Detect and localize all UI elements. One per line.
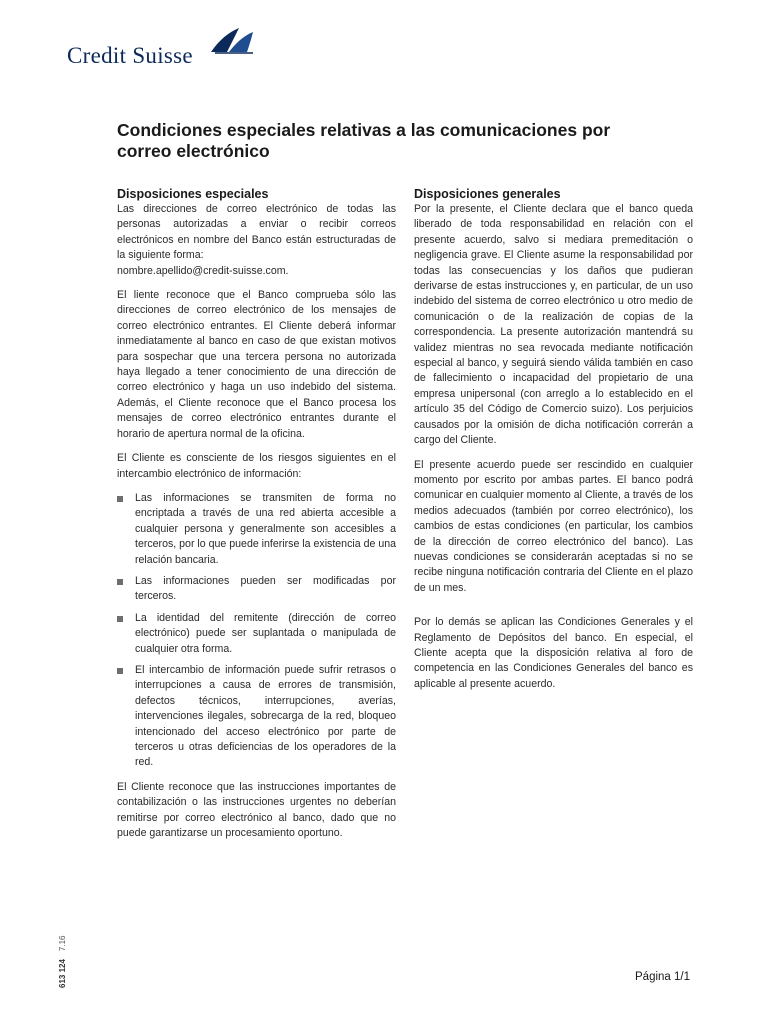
bullet-square-icon [117,616,123,622]
list-item: Las informaciones se transmiten de forma no encriptada a través de una red abierta accesible a cualquier persona y generalmente son accesibles a terceros, por lo que puede inferirse la existencia de una relación bancaria. [117,491,396,568]
bullet-square-icon [117,579,123,585]
section-heading-especiales: Disposiciones especiales [117,187,269,201]
document-title: Condiciones especiales relativas a las comunicaciones por correo electrónico [117,120,611,161]
form-code [58,936,67,989]
section-heading-generales: Disposiciones generales [414,187,561,201]
list-item: Las informaciones pueden ser modificadas por terceros. [117,574,396,605]
list-item: La identidad del remitente (dirección de correo electrónico) puede ser suplantada o manipulada de cualquier otra forma. [117,611,396,657]
sails-icon [209,26,255,54]
paragraph: El liente reconoce que el Banco comprueba sólo las direcciones de correo electrónico de los mensajes de correo electrónico entrantes. El Cliente deberá informar inmediatamente al banco en caso de que existan motivos para sospechar que una tercera persona no autorizada haya llegado a tener conocimiento de una dirección de correo electrónico y haga un uso indebido del sistema. Además, el Cliente reconoce que el Banco procesa los mensajes de correo electrónico entrantes durante el horario de apertura normal de la oficina. [117,289,396,440]
right-column [414,187,693,701]
paragraph: Por la presente, el Cliente declara que el banco queda liberado de toda responsabilidad en relación con el presente acuerdo, salvo si mediara premeditación o negligencia grave. El Cliente asume la responsabilidad por todas las consecuencias y los daños que pudieran derivarse de estas instrucciones y, en particular, de un uso indebido del sistema de correo electrónico u otro medio de comunicación o de la realización de copias de la correspondencia. La presente autorización mantendrá su validez mientras no sea revocada mediante notificación especial al banco, y seguirá siendo válida también en caso de fallecimiento o incapacidad del propietario de una empresa unipersonal (con arreglo a lo establecido en el artículo 35 del Código de Comercio suizo). Los perjuicios causados por la omisión de dicha notificación correrán a cargo del Cliente. [414,203,693,447]
paragraph: Las direcciones de correo electrónico de todas las personas autorizadas a enviar o recibir correos electrónicos en nombre del Banco están estructuradas de la siguiente forma: [117,203,396,262]
paragraph: El Cliente es consciente de los riesgos siguientes en el intercambio electrónico de información: [117,452,396,480]
paragraph: El Cliente reconoce que las instrucciones importantes de contabilización o las instrucciones urgentes no deberían remitirse por correo electrónico al banco, dado que no puede garantizarse un procesamiento oportuno. [117,780,396,840]
paragraph: Por lo demás se aplican las Condiciones Generales y el Reglamento de Depósitos del banco. En especial, el Cliente acepta que la disposición relativa al foro de competencia en las Condiciones Generales del banco es aplicable al presente acuerdo. [414,616,693,690]
list-item: El intercambio de información puede sufrir retrasos o interrupciones a causa de errores de transmisión, defectos técnicos, interrupciones, averías, intervenciones ilegales, sobrecarga de la red, bloqueo intencionado del acceso electrónico por parte de terceros u otras deficiencias de los operadores de la red. [117,663,396,771]
form-number: 613 124 [58,959,67,988]
form-version: 7.16 [58,935,67,952]
email-address: nombre.apellido@credit-suisse.com. [117,264,289,277]
brand-name: Credit Suisse [67,43,193,68]
page-number: Página 1/1 [635,971,690,983]
bullet-square-icon [117,496,123,502]
left-column [117,187,396,850]
credit-suisse-logo [67,26,257,70]
bullet-square-icon [117,668,123,674]
paragraph: El presente acuerdo puede ser rescindido en cualquier momento por escrito por ambas partes. El banco podrá comunicar en cualquier momento al Cliente, a través de los medios adecuados (también por correo electrónico), los cambios de estas condiciones (en particular, los cambios de la dirección de correo electrónico del banco). Las nuevas condiciones se considerarán aceptadas si no se recibe ninguna notificación contraria del Cliente en el plazo de un mes. [414,458,693,594]
spacer [414,605,693,615]
risk-list [117,491,396,771]
